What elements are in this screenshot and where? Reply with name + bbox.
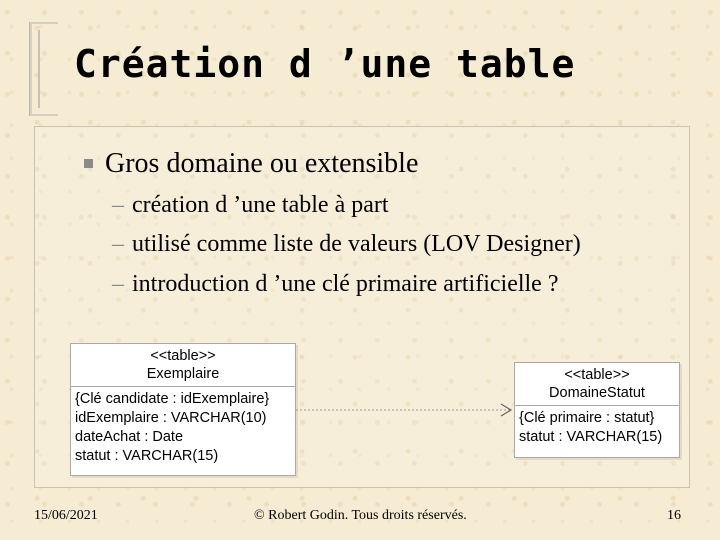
dash-bullet-icon: –	[112, 192, 124, 218]
bullet-level1	[84, 148, 418, 180]
subbullet-item	[112, 231, 581, 258]
uml-stereotype: <<table>>	[150, 348, 216, 364]
subbullet-text: création d ’une table à part	[132, 192, 389, 218]
footer-copyright: © Robert Godin. Tous droits réservés.	[254, 508, 467, 523]
uml-attribute: dateAchat : Date	[75, 429, 184, 445]
uml-attribute: statut : VARCHAR(15)	[519, 429, 663, 445]
uml-header	[71, 344, 295, 386]
uml-attribute: {Clé candidate : idExemplaire}	[75, 391, 270, 407]
subbullet-text: utilisé comme liste de valeurs (LOV Designer)	[132, 231, 581, 257]
uml-stereotype: <<table>>	[564, 367, 630, 383]
slide-title: Création d ’une table	[74, 42, 576, 86]
uml-attribute: idExemplaire : VARCHAR(10)	[75, 410, 267, 426]
dash-bullet-icon: –	[112, 271, 124, 297]
subbullet-text: introduction d ’une clé primaire artificielle ?	[132, 271, 559, 297]
title-frame-decoration	[30, 22, 58, 116]
dash-bullet-icon: –	[112, 231, 124, 257]
square-bullet-icon	[84, 159, 93, 168]
uml-attribute: statut : VARCHAR(15)	[75, 448, 219, 464]
footer-date: 15/06/2021	[34, 508, 98, 523]
dependency-arrow	[296, 400, 516, 420]
uml-attributes	[71, 387, 295, 469]
uml-attribute: {Clé primaire : statut}	[519, 410, 655, 426]
uml-class-name: DomaineStatut	[549, 385, 645, 401]
uml-attributes	[515, 406, 679, 450]
bullet-text: Gros domaine ou extensible	[105, 148, 419, 179]
page-number: 16	[667, 508, 681, 523]
uml-table-exemplaire	[70, 343, 296, 476]
subbullet-item	[112, 192, 389, 219]
uml-header	[515, 363, 679, 405]
subbullet-item	[112, 271, 558, 298]
uml-class-name: Exemplaire	[146, 366, 220, 382]
uml-table-domainestatut	[514, 362, 680, 458]
